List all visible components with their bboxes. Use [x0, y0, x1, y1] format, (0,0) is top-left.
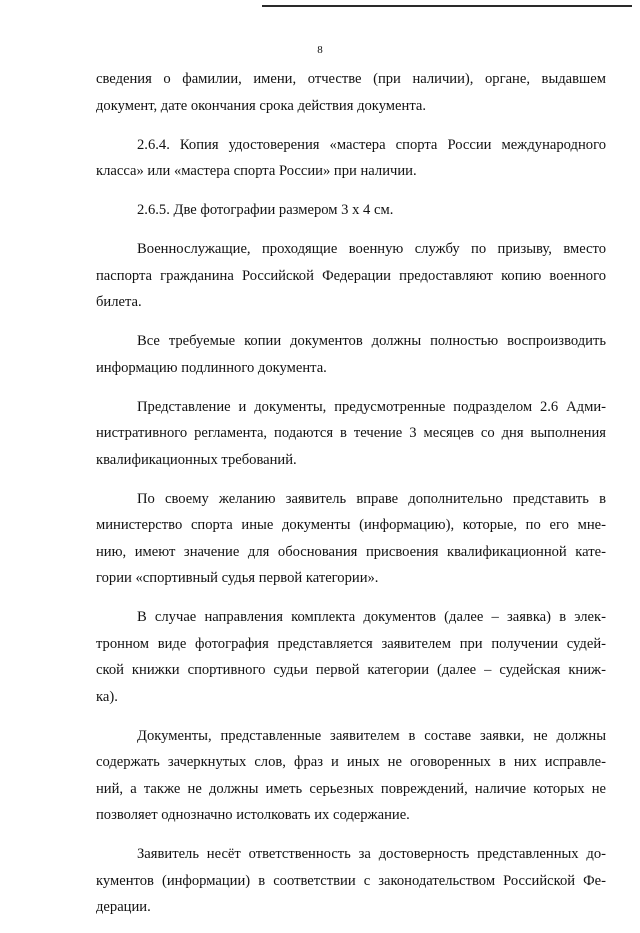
- text-line: ской книжки спортивного судьи первой категории (далее – судейская книж-: [96, 662, 606, 678]
- text-line: гории «спортивный судья первой категории».: [96, 570, 379, 586]
- text-line: ка).: [96, 688, 118, 705]
- text-line: Заявитель несёт ответственность за достоверность представленных до-: [137, 846, 606, 862]
- text-line: 2.6.5. Две фотографии размером 3 х 4 см.: [137, 202, 394, 218]
- text-line: По своему желанию заявитель вправе дополнительно представить в: [137, 490, 606, 507]
- text-line: нию, имеют значение для обоснования присвоения квалификационной кате-: [96, 543, 606, 560]
- paragraph-responsibility: [96, 841, 606, 921]
- paragraph-military: [96, 236, 606, 316]
- text-line: билета.: [96, 294, 142, 310]
- text-line: ний, а также не должны иметь серьезных повреждений, наличие которых не: [96, 780, 606, 797]
- text-line: паспорта гражданина Российской Федерации предоставляют копию военного: [96, 267, 606, 284]
- paragraph-document-condition: [96, 723, 606, 829]
- text-line: позволяет однозначно истолковать их содержание.: [96, 807, 410, 823]
- text-line: Все требуемые копии документов должны полностью воспроизводить: [137, 333, 606, 349]
- text-line: кументов (информации) в соответствии с законодательством Российской Фе-: [96, 872, 606, 889]
- text-line: тронном виде фотография представляется заявителем при получении судей-: [96, 635, 606, 652]
- text-line: класса» или «мастера спорта России» при наличии.: [96, 163, 417, 179]
- text-line: В случае направления комплекта документов (далее – заявка) в элек-: [137, 609, 606, 625]
- text-line: 2.6.4. Копия удостоверения «мастера спорта России международного: [137, 136, 606, 153]
- paragraph-copies: [96, 328, 606, 381]
- text-line: сведения о фамилии, имени, отчестве (при наличии), органе, выдавшем: [96, 71, 606, 87]
- paragraph-2-6-5: [96, 197, 606, 224]
- text-line: документ, дате окончания срока действия документа.: [96, 97, 426, 114]
- page-number: 8: [317, 44, 323, 56]
- paragraph-optional-documents: [96, 486, 606, 592]
- text-line: нистративного регламента, подаются в течение 3 месяцев со дня выполнения: [96, 425, 606, 441]
- text-line: дерации.: [96, 899, 151, 915]
- text-line: министерство спорта иные документы (информацию), которые, по его мне-: [96, 517, 606, 533]
- paragraph-2-6-4: [96, 132, 606, 185]
- text-line: Военнослужащие, проходящие военную службу по призыву, вместо: [137, 241, 606, 257]
- text-line: квалификационных требований.: [96, 451, 297, 468]
- document-body: [96, 66, 606, 933]
- paragraph-identity-details: [96, 66, 606, 119]
- paragraph-electronic-application: [96, 604, 606, 710]
- text-line: Документы, представленные заявителем в составе заявки, не должны: [137, 727, 606, 744]
- text-line: информацию подлинного документа.: [96, 359, 327, 376]
- scan-edge-line: [262, 5, 632, 7]
- text-line: Представление и документы, предусмотренные подразделом 2.6 Адми-: [137, 398, 606, 415]
- text-line: содержать зачеркнутых слов, фраз и иных не оговоренных в них исправле-: [96, 754, 606, 770]
- paragraph-submission-deadline: [96, 394, 606, 474]
